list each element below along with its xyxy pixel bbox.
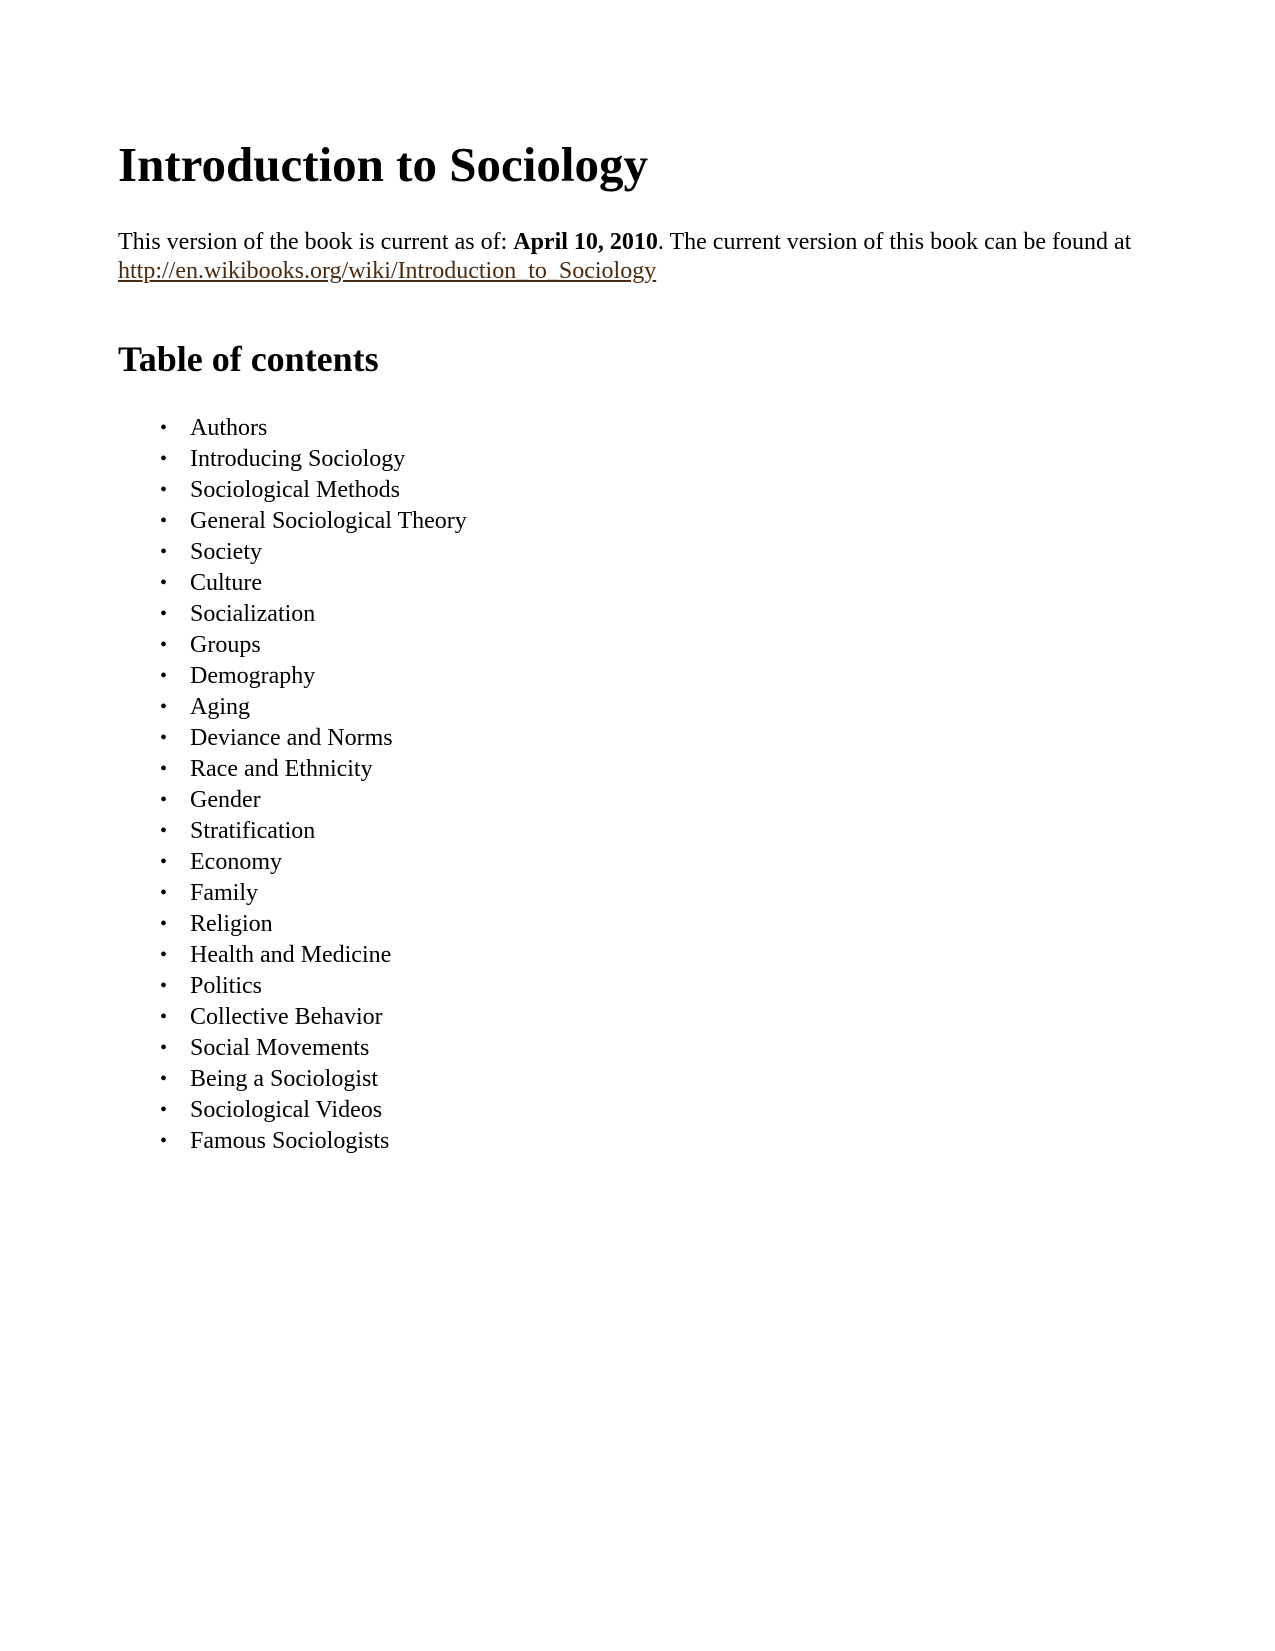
toc-heading: Table of contents [118,339,379,379]
toc-item-label: Religion [190,911,273,937]
toc-item-label: General Sociological Theory [190,508,467,534]
bullet-icon: • [160,820,168,842]
toc-item-label: Famous Sociologists [190,1128,390,1154]
toc-item-label: Gender [190,787,261,813]
toc-item-label: Demography [190,663,316,689]
toc-item-label: Economy [190,849,282,875]
toc-item[interactable] [160,847,467,878]
toc-item[interactable] [160,1033,467,1064]
bullet-icon: • [160,479,168,501]
toc-item-label: Collective Behavior [190,1004,383,1030]
toc-item-label: Groups [190,632,261,658]
bullet-icon: • [160,634,168,656]
toc-item[interactable] [160,568,467,599]
bullet-icon: • [160,758,168,780]
toc-item-label: Deviance and Norms [190,725,393,751]
toc-item[interactable] [160,909,467,940]
toc-item-label: Sociological Videos [190,1097,383,1123]
bullet-icon: • [160,665,168,687]
version-suffix: . The current version of this book can be found at [657,229,1132,255]
bullet-icon: • [160,727,168,749]
toc-item[interactable] [160,1002,467,1033]
toc-item-label: Socialization [190,601,316,627]
bullet-icon: • [160,448,168,470]
toc-item-label: Aging [190,694,250,720]
bullet-icon: • [160,913,168,935]
bullet-icon: • [160,1099,168,1121]
bullet-icon: • [160,1068,168,1090]
version-prefix: This version of the book is current as of: [118,229,514,255]
bullet-icon: • [160,1037,168,1059]
toc-item[interactable] [160,506,467,537]
bullet-icon: • [160,975,168,997]
toc-item[interactable] [160,971,467,1002]
bullet-icon: • [160,789,168,811]
bullet-icon: • [160,882,168,904]
toc-item[interactable] [160,754,467,785]
current-version-link[interactable]: http://en.wikibooks.org/wiki/Introduction_to_Sociology [118,258,657,284]
toc-item[interactable] [160,413,467,444]
toc-item[interactable] [160,1064,467,1095]
version-date: April 10, 2010 [513,229,658,255]
toc-item-label: Authors [190,415,268,441]
toc-item-label: Being a Sociologist [190,1066,378,1092]
toc-item[interactable] [160,940,467,971]
toc-item[interactable] [160,475,467,506]
toc-item-label: Health and Medicine [190,942,392,968]
toc-item[interactable] [160,444,467,475]
toc-item-label: Introducing Sociology [190,446,406,472]
toc-item-label: Politics [190,973,263,999]
toc-item-label: Sociological Methods [190,477,400,503]
bullet-icon: • [160,572,168,594]
toc-item-label: Culture [190,570,262,596]
toc-item[interactable] [160,723,467,754]
toc-item[interactable] [160,1095,467,1126]
bullet-icon: • [160,696,168,718]
bullet-icon: • [160,417,168,439]
bullet-icon: • [160,541,168,563]
toc-item[interactable] [160,599,467,630]
page-title: Introduction to Sociology [118,137,648,192]
table-of-contents [160,413,467,1157]
toc-item-label: Family [190,880,259,906]
bullet-icon: • [160,1006,168,1028]
toc-item[interactable] [160,661,467,692]
bullet-icon: • [160,944,168,966]
toc-item[interactable] [160,878,467,909]
toc-item[interactable] [160,630,467,661]
toc-item[interactable] [160,1126,467,1157]
toc-item-label: Race and Ethnicity [190,756,373,782]
bullet-icon: • [160,1130,168,1152]
toc-item[interactable] [160,785,467,816]
toc-item[interactable] [160,692,467,723]
toc-item[interactable] [160,537,467,568]
bullet-icon: • [160,851,168,873]
toc-item-label: Social Movements [190,1035,370,1061]
toc-item[interactable] [160,816,467,847]
version-note [118,228,1178,286]
bullet-icon: • [160,603,168,625]
bullet-icon: • [160,510,168,532]
toc-item-label: Society [190,539,262,565]
toc-item-label: Stratification [190,818,316,844]
